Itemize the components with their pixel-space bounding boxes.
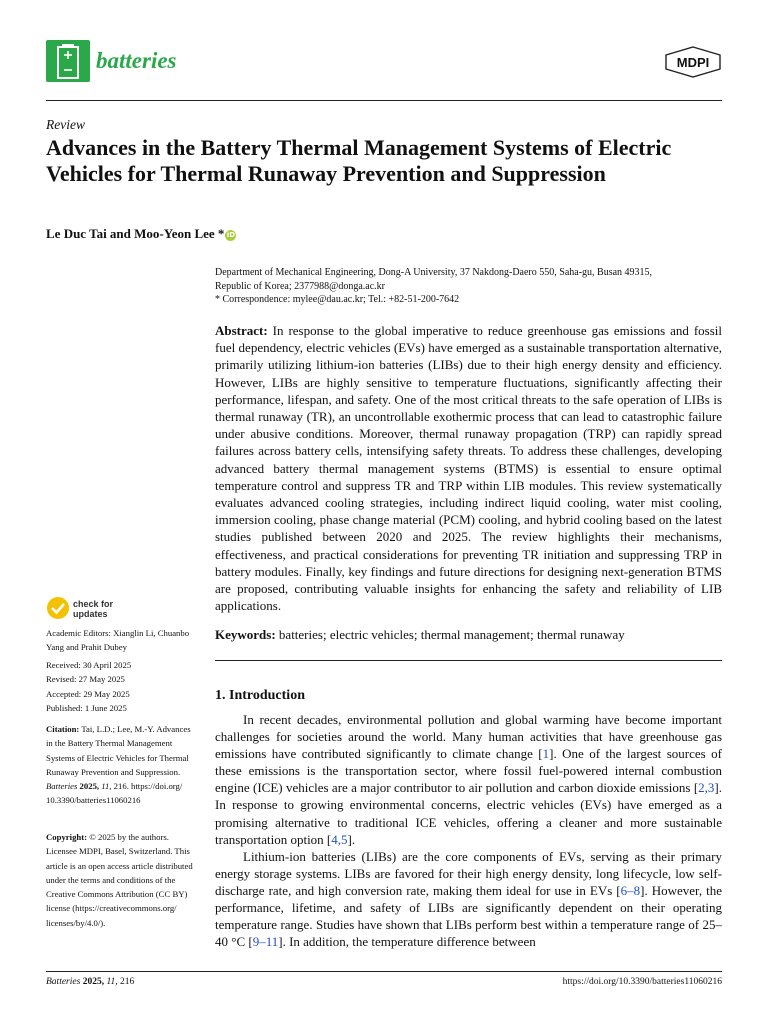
orcid-icon[interactable]: iD	[226, 231, 236, 239]
citation-volume: 11,	[101, 781, 112, 792]
check-line-2: updates	[73, 609, 108, 619]
affiliation-line-1: Department of Mechanical Engineering, Dong-A University, 37 Nakdong-Daero 550, Saha-gu, Busan 49315,	[215, 267, 653, 278]
footer-journal-name: Batteries	[46, 977, 81, 987]
citation-label: Citation:	[46, 724, 80, 734]
correspondence: * Correspondence: mylee@dau.ac.kr; Tel.: +82-51-200-7642	[215, 294, 460, 305]
section-divider	[215, 660, 722, 661]
section-title: 1. Introduction	[215, 688, 305, 703]
footer-year: 2025,	[82, 977, 105, 987]
affiliation	[215, 266, 723, 307]
check-for-updates-label	[73, 599, 113, 619]
abstract-label: Abstract:	[215, 323, 268, 338]
mdpi-logo	[664, 46, 722, 78]
text-run: ]. However, the performance, lifetime, and safety of LIBs are significantly dependent on their operating temperature range. Studies have shown that LIBs perform best within a temperature range of 25–40 °C [	[215, 882, 722, 950]
article-title: Advances in the Battery Thermal Management Systems of Electric Vehicles for Thermal Runaway Prevention and Suppression	[46, 135, 672, 186]
copyright-label: Copyright:	[46, 832, 88, 842]
mdpi-logo-text: MDPI	[676, 55, 710, 70]
keywords-label: Keywords:	[215, 627, 276, 642]
footer-doi-link[interactable]: https://doi.org/10.3390/batteries11060216	[562, 977, 722, 987]
check-for-updates-button[interactable]	[46, 596, 146, 622]
introduction-text	[215, 711, 722, 950]
copyright-text: © 2025 by the authors. Licensee MDPI, Basel, Switzerland. This article is an open access article distributed under the terms and conditions of the Creative Commons Attribution (CC BY) license (https://creativecommons.org/ licenses/by/4.0/).	[46, 832, 193, 928]
text-run: ]. One of the largest sources of these emissions is the transportation sector, where fossil fuel-powered internal combustion engine (ICE) vehicles are a major contributor to air pollution and carbon dioxide emissions [	[215, 746, 722, 796]
academic-editors	[46, 626, 196, 655]
text-run: ]. In response to growing environmental concerns, electric vehicles (EVs) have emerged as a promising alternative to traditional ICE vehicles, offering a cleaner and more sustainable transportation option [	[215, 780, 722, 847]
citation-link[interactable]: 2,3	[698, 780, 715, 796]
citation-year: 2025,	[79, 781, 100, 792]
published-date: Published: 1 June 2025	[46, 702, 127, 713]
article-type: Review	[46, 117, 85, 132]
citation-text: Tai, L.D.; Lee, M.-Y. Advances in the Battery Thermal Management Systems of Electric Vehicles for Thermal Runaway Prevention and Suppression.	[46, 724, 191, 777]
editors-names: Xianglin Li, Chuanbo Yang and Prahit Dubey	[46, 628, 190, 653]
keywords-text: batteries; electric vehicles; thermal management; thermal runaway	[278, 627, 625, 642]
footer-journal	[46, 977, 134, 987]
abstract	[215, 322, 722, 614]
paragraph	[215, 848, 722, 951]
text-run: ]. In addition, the temperature difference between	[278, 934, 536, 950]
check-line-1: check for	[73, 599, 114, 609]
text-run: In recent decades, environmental pollution and global warming have become important challenges for societies around the world. Many human activities that have greenhouse gas emissions have contributed significantly to climate change [	[215, 712, 722, 762]
authors	[46, 226, 236, 242]
article-dates	[46, 658, 196, 715]
citation-link[interactable]: 6–8	[620, 882, 641, 898]
authors-text: Le Duc Tai and Moo-Yeon Lee *	[46, 226, 225, 241]
journal-logo-icon	[46, 40, 90, 82]
abstract-text: In response to the global imperative to reduce greenhouse gas emissions and fossil fuel dependency, electric vehicles (EVs) have emerged as a sustainable transportation alternative, primarily utilizing lithium-ion batteries (LIBs) due to their high energy density and efficiency. However, LIBs are highly sensitive to temperature fluctuations, significantly affecting their performance, lifespan, and safety. One of the most critical threats to the safe operation of LIBs is thermal runaway (TR), an uncontrollable exothermic process that can lead to catastrophic failure under abusive conditions. Moreover, thermal runaway propagation (TRP) can rapidly spread failures across battery cells, intensifying safety threats. To address these challenges, developing advanced battery thermal management systems (BTMS) is essential to ensure optimal temperature control and suppress TR and TRP within LIB modules. This review systematically evaluates advanced cooling strategies, including indirect liquid cooling, water mist cooling, immersion cooling, phase change material (PCM) cooling, and hybrid cooling based on the latest studies published between 2020 and 2025. The review highlights their mechanisms, effectiveness, and practical considerations for preventing TR initiation and suppressing TRP in battery modules. Finally, key findings and future directions for designing next-generation BTMS are proposed, contributing valuable insights for enhancing the safety and reliability of LIB applications.	[215, 323, 722, 614]
journal-name: batteries	[96, 48, 177, 73]
editors-label: Academic Editors:	[46, 628, 111, 638]
accepted-date: Accepted: 29 May 2025	[46, 688, 130, 699]
citation-link[interactable]: 1	[542, 746, 550, 762]
footer-volume: 11,	[106, 977, 118, 987]
check-icon	[46, 596, 70, 620]
footer-divider	[46, 971, 722, 972]
keywords	[215, 626, 722, 643]
text-run: Lithium-ion batteries (LIBs) are the core components of EVs, serving as their primary energy storage systems. LIBs are favored for their high energy density, long lifecycle, low self-discharge rate, and high conversion rate, making them ideal for use in EVs [	[215, 848, 722, 898]
affiliation-line-2: Republic of Korea; 2377988@donga.ac.kr	[215, 280, 385, 292]
footer-pages: 216	[119, 977, 135, 987]
copyright-block	[46, 830, 196, 930]
paragraph	[215, 711, 722, 848]
received-date: Received: 30 April 2025	[46, 660, 132, 670]
revised-date: Revised: 27 May 2025	[46, 674, 125, 685]
citation-link[interactable]: 9–11	[252, 934, 279, 950]
citation-journal: Batteries	[46, 781, 78, 792]
text-run: ].	[347, 831, 356, 847]
header-divider	[46, 100, 722, 101]
citation-doi[interactable]: 216. https://doi.org/ 10.3390/batteries11060216	[46, 781, 183, 806]
citation-block	[46, 722, 196, 808]
citation-link[interactable]: 4,5	[331, 831, 348, 847]
